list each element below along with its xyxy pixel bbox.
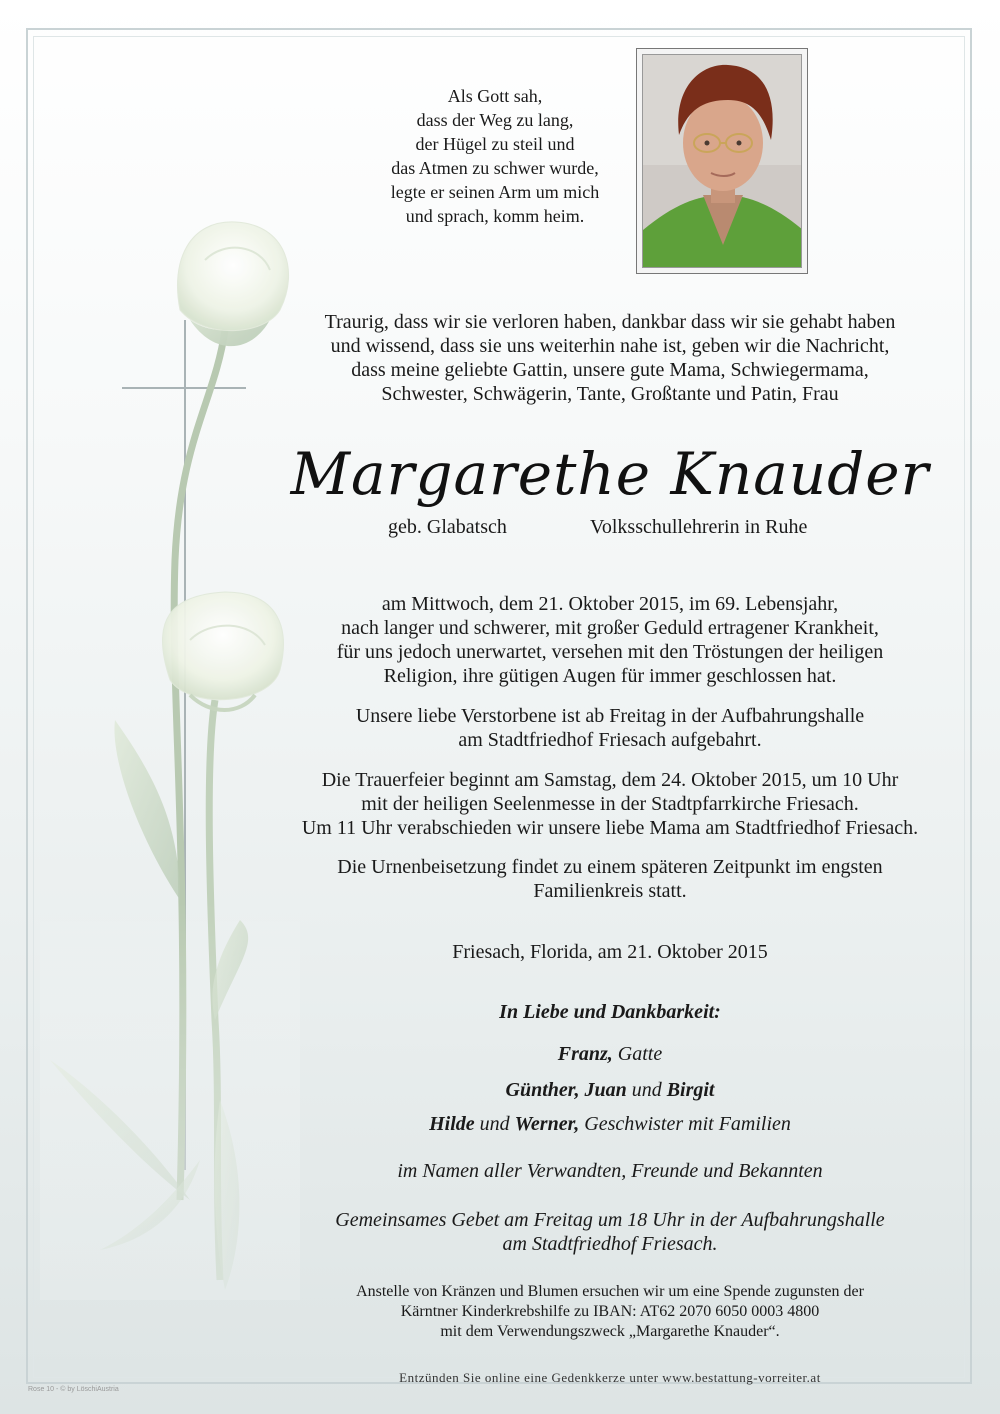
- donation-notice: [250, 1282, 970, 1342]
- urn-notice: [250, 855, 970, 903]
- donation-line: mit dem Verwendungszweck „Margarethe Knauder“.: [440, 1323, 780, 1340]
- motto-poem: [360, 84, 630, 228]
- laying-out-line: am Stadtfriedhof Friesach aufgebahrt.: [458, 729, 762, 751]
- mourner-children: [250, 1078, 970, 1102]
- online-candle-note: Entzünden Sie online eine Gedenkkerze unter www.bestattung-vorreiter.at: [399, 1370, 821, 1385]
- franz-name: Franz,: [557, 1043, 613, 1065]
- donation-line: Anstelle von Kränzen und Blumen ersuchen wir um eine Spende zugunsten der: [356, 1283, 864, 1300]
- werner-name: Werner,: [514, 1113, 580, 1135]
- laying-out-notice: [250, 704, 970, 752]
- ceremony-line: Die Trauerfeier beginnt am Samstag, dem 24. Oktober 2015, um 10 Uhr: [321, 769, 899, 791]
- intro-line: dass meine geliebte Gattin, unsere gute Mama, Schwiegermama,: [351, 359, 869, 381]
- death-line: nach langer und schwerer, mit großer Geduld ertragener Krankheit,: [341, 617, 879, 639]
- portrait-frame: [636, 48, 808, 274]
- siblings-und: und: [479, 1113, 510, 1135]
- urn-line: Die Urnenbeisetzung findet zu einem späteren Zeitpunkt im engsten: [337, 856, 883, 878]
- children-names-2: Birgit: [666, 1079, 715, 1101]
- mourners-heading: In Liebe und Dankbarkeit:: [499, 1001, 721, 1023]
- ceremony-notice: [250, 768, 970, 840]
- portrait-photo: [642, 54, 802, 268]
- franz-role: Gatte: [617, 1043, 663, 1065]
- place-date: Friesach, Florida, am 21. Oktober 2015: [452, 941, 768, 963]
- intro-line: und wissend, dass sie uns weiterhin nahe ist, geben wir die Nachricht,: [330, 335, 890, 357]
- profession: Volksschullehrerin in Ruhe: [590, 516, 808, 538]
- birth-name: geb. Glabatsch: [388, 516, 507, 538]
- prayer-line: Gemeinsames Gebet am Freitag um 18 Uhr in der Aufbahrungshalle: [335, 1209, 885, 1231]
- motto-line: legte er seinen Arm um mich: [390, 182, 600, 202]
- children-and: und: [631, 1079, 662, 1101]
- hilde-name: Hilde: [429, 1113, 475, 1135]
- intro-line: Traurig, dass wir sie verloren haben, dankbar dass wir sie gehabt haben: [324, 311, 896, 333]
- deceased-name: Margarethe Knauder: [290, 440, 930, 508]
- death-line: Religion, ihre gütigen Augen für immer geschlossen hat.: [383, 665, 837, 687]
- motto-line: und sprach, komm heim.: [405, 206, 585, 226]
- donation-line: Kärntner Kinderkrebshilfe zu IBAN: AT62 2070 6050 0003 4800: [400, 1303, 820, 1320]
- relatives-line: im Namen aller Verwandten, Freunde und Bekannten: [397, 1160, 823, 1182]
- death-line: für uns jedoch unerwartet, versehen mit den Tröstungen der heiligen: [336, 641, 884, 663]
- portrait-image: [643, 55, 802, 268]
- intro-line: Schwester, Schwägerin, Tante, Großtante und Patin, Frau: [381, 383, 839, 405]
- ceremony-line: mit der heiligen Seelenmesse in der Stadtpfarrkirche Friesach.: [361, 793, 859, 815]
- intro-text: [260, 310, 960, 406]
- ceremony-line: Um 11 Uhr verabschieden wir unsere liebe Mama am Stadtfriedhof Friesach.: [301, 817, 919, 839]
- motto-line: das Atmen zu schwer wurde,: [391, 158, 599, 178]
- motto-line: Als Gott sah,: [447, 86, 543, 106]
- children-names-1: Günther, Juan: [505, 1079, 627, 1101]
- death-line: am Mittwoch, dem 21. Oktober 2015, im 69. Lebensjahr,: [381, 593, 839, 615]
- siblings-role: Geschwister mit Familien: [584, 1113, 791, 1135]
- laying-out-line: Unsere liebe Verstorbene ist ab Freitag in der Aufbahrungshalle: [355, 705, 865, 727]
- motto-line: dass der Weg zu lang,: [416, 110, 574, 130]
- urn-line: Familienkreis statt.: [533, 880, 687, 902]
- mourner-siblings: [250, 1112, 970, 1136]
- mourner-franz: [250, 1042, 970, 1066]
- image-credit: Rose 10 - © by LöschiAustria: [28, 1386, 119, 1393]
- prayer-notice: [250, 1208, 970, 1256]
- death-notice: [250, 592, 970, 688]
- prayer-line: am Stadtfriedhof Friesach.: [502, 1233, 718, 1255]
- motto-line: der Hügel zu steil und: [415, 134, 575, 154]
